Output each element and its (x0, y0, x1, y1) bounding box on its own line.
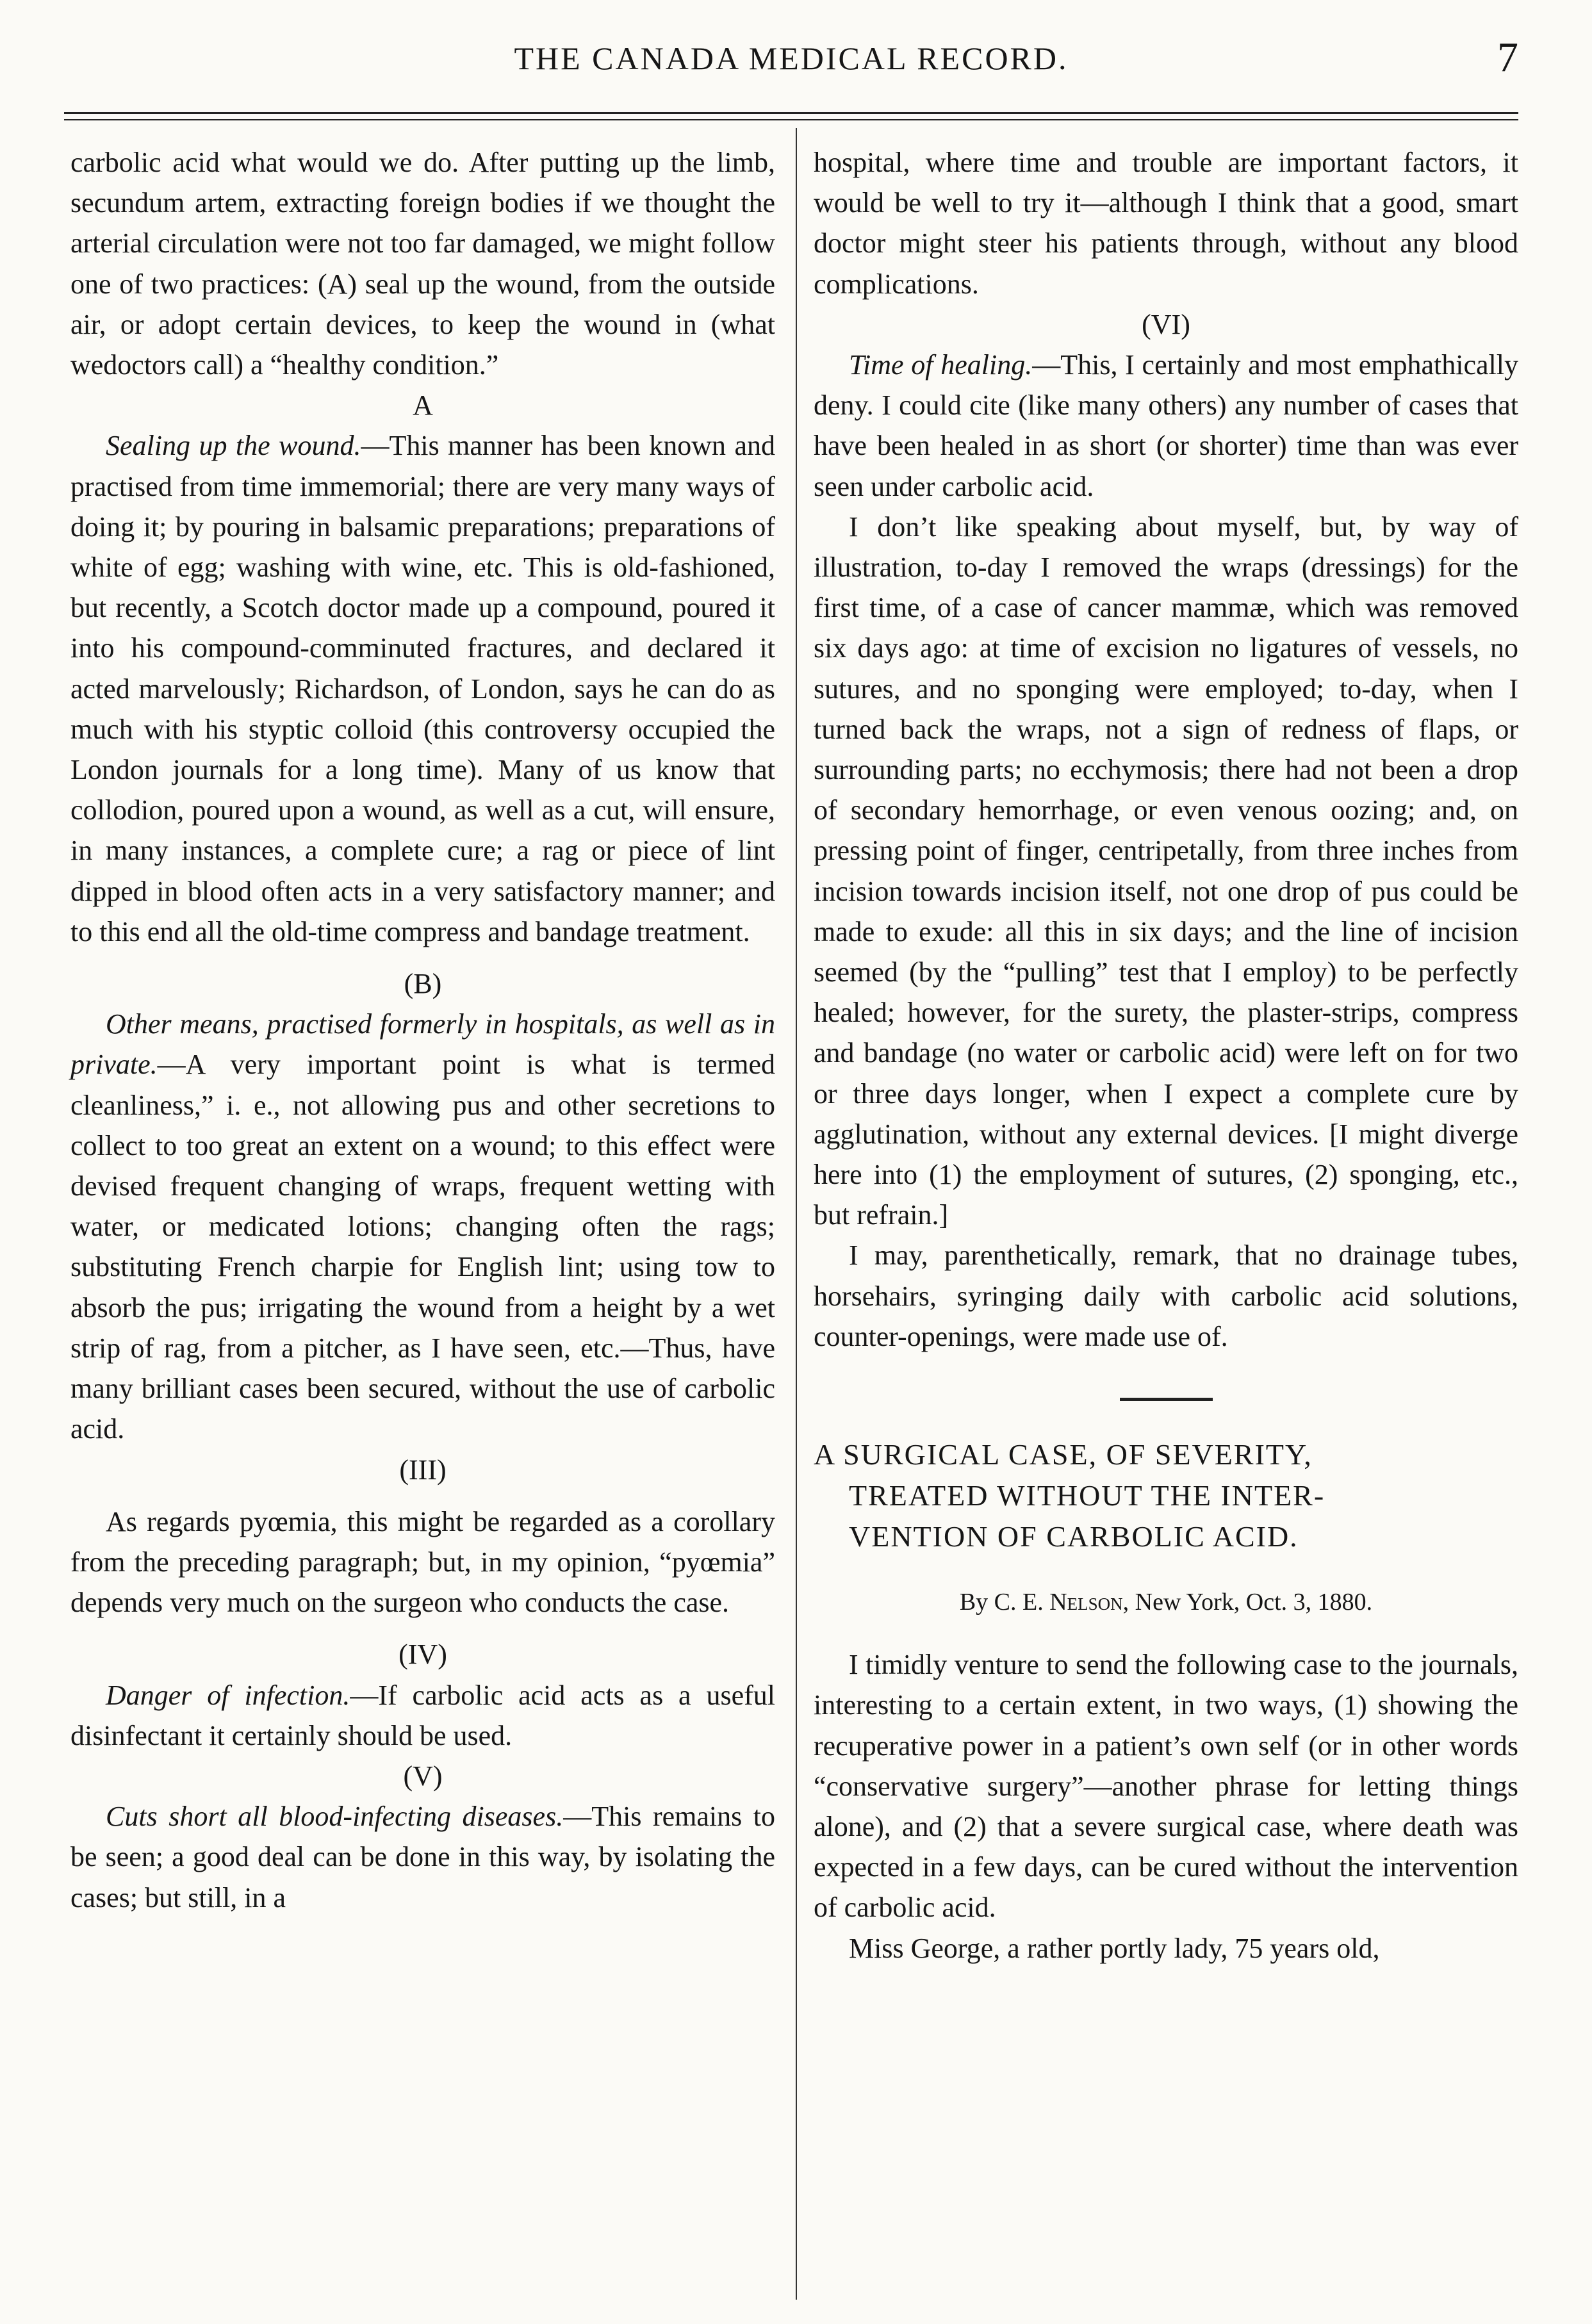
paragraph: Cuts short all blood-infecting diseases.—This remains to be seen; a good deal can be done in this way, by isolating the cases; but still, in a (70, 1801, 776, 1913)
paragraph: Other means, practised formerly in hospitals, as well as in private.—A very important point is what is termed cleanliness,” i. e., not allowing pus and other secretions to collect to too great an extent on a wound; to this effect were devised frequent changing of wraps, frequent wetting with water, or medicated lotions; changing often the rags; substituting French charpie for English lint; using tow to absorb the pus; irrigating the wound from a height by a wet strip of rag, from a pitcher, as I have seen, etc.—Thus, have many brilliant cases been secured, without the use of carbolic acid. (70, 1008, 775, 1445)
byline: By C. E. Nelson, New York, Oct. 3, 1880. (959, 1589, 1373, 1616)
header-rule (64, 112, 1518, 114)
page-header (64, 34, 1518, 97)
section-heading: (VI) (1142, 308, 1190, 340)
section-heading: (III) (399, 1453, 447, 1485)
section-heading: (V) (403, 1760, 443, 1792)
italic-lead: Time of healing. (849, 349, 1033, 381)
article-title-line: A SURGICAL CASE, OF SEVERITY, (814, 1438, 1313, 1471)
paragraph: Miss George, a rather portly lady, 75 years old, (849, 1932, 1380, 1964)
section-heading: (IV) (398, 1639, 447, 1671)
article-title-line: TREATED WITHOUT THE INTER- (849, 1479, 1325, 1512)
section-heading: A (413, 389, 433, 421)
italic-lead: Sealing up the wound. (106, 430, 361, 462)
article-separator (1120, 1398, 1213, 1401)
paragraph: Danger of infection.—If carbolic acid acts as a useful disinfectant it certainly should be used. (70, 1679, 775, 1751)
article-title (814, 1434, 1518, 1557)
paragraph: I may, parenthetically, remark, that no drainage tubes, horsehairs, syringing daily with carbolic acid solutions, counter-openings, were made use of. (814, 1240, 1518, 1352)
paragraph: I don’t like speaking about myself, but, by way of illustration, to-day I removed the wraps (dressings) for the first time, of a case of cancer mammæ, which was removed six days ago: at time of excision no ligatures of vessels, no sutures, and no sponging were employed; to-day, when I turned back the wraps, not a sign of redness of flaps, or surrounding parts; no ecchymosis; there had not been a drop of secondary hemorrhage, or even venous oozing; and, on pressing point of finger, centripetally, from three inches from incision towards incision itself, not one drop of pus could be made to exude: all this in six days; and the line of incision seemed (by the “pulling” test that I employ) to be perfectly healed; however, for the surety, the plaster-strips, compress and bandage (no water or carbolic acid) were left on for two or three days longer, when I expect a complete cure by agglutination, without any external devices. [I might diverge here into (1) the employment of sutures, (2) sponging, etc., but refrain.] (814, 511, 1518, 1231)
paragraph: As regards pyœmia, this might be regarded as a corollary from the preceding paragraph; but, in my opinion, “pyœmia” depends very much on the surgeon who conducts the case. (70, 1505, 775, 1619)
page-number: 7 (1497, 34, 1518, 81)
paragraph: hospital, where time and trouble are important factors, it would be well to try it—although I think that a good, smart doctor might steer his patients through, without any blood complications. (814, 147, 1518, 300)
right-column (814, 142, 1518, 1968)
section-heading: (B) (404, 968, 442, 1000)
author-name: Nelson (1049, 1589, 1123, 1616)
column-divider (796, 128, 797, 2300)
left-column (70, 142, 775, 1918)
header-rule-thin (64, 119, 1518, 120)
article-title-line: VENTION OF CARBOLIC ACID. (849, 1520, 1299, 1553)
paragraph: Sealing up the wound.—This manner has been known and practised from time immemorial; there are very many ways of doing it; by pouring in balsamic preparations; preparations of white of egg; washing with wine, etc. This is old-fashioned, but recently, a Scotch doctor made up a compound, poured it into his compound-comminuted fractures, and declared it acted marvelously; Richardson, of London, says he can do as much with his styptic colloid (this controversy occupied the London journals for a long time). Many of us know that collodion, poured upon a wound, as well as a cut, will ensure, in many instances, a complete cure; a rag or piece of lint dipped in blood often acts in a very satisfactory manner; and to this end all the old-time compress and bandage treatment. (70, 430, 775, 947)
paragraph: Time of healing.—This, I certainly and most emphathically deny. I could cite (like many others) any number of cases that have been healed in as short (or shorter) time than was ever seen under carbolic acid. (814, 349, 1518, 502)
paragraph: I timidly venture to send the following case to the journals, interesting to a certain extent, in two ways, (1) showing the recuperative power in a patient’s own self (or in other words “conservative surgery”—another phrase for letting things alone), and (2) that a severe surgical case, where death was expected in a few days, can be cured without the intervention of carbolic acid. (814, 1649, 1518, 1924)
italic-lead: Cuts short all blood-infecting diseases. (106, 1801, 564, 1833)
paragraph: carbolic acid what would we do. After putting up the limb, secundum artem, extracting foreign bodies if we thought the arterial circulation were not too far damaged, we might follow one of two practices: (A) seal up the wound, from the outside air, or adopt certain devices, to keep the wound in (what wedoctors call) a “healthy condition.” (70, 147, 775, 381)
italic-lead: Other means, practised formerly in hospitals, as well as in private. (70, 1008, 775, 1081)
running-title: THE CANADA MEDICAL RECORD. (514, 40, 1069, 76)
italic-lead: Danger of infection. (106, 1679, 350, 1711)
